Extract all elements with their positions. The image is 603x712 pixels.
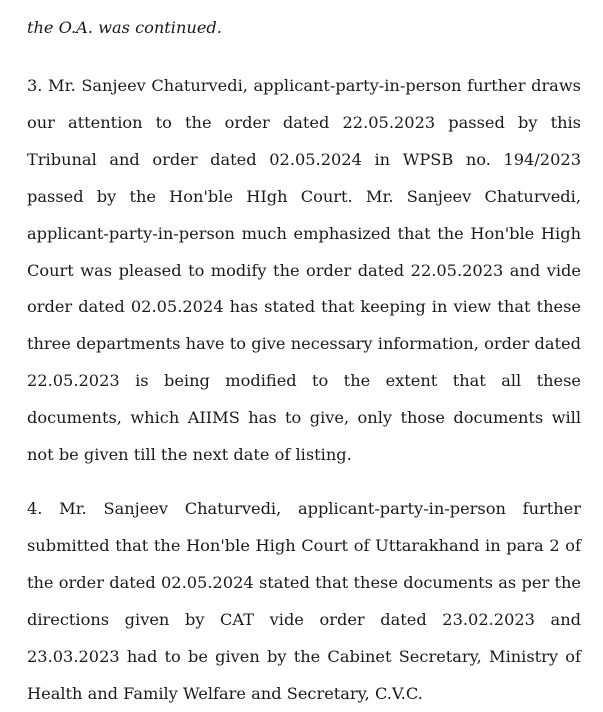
paragraph-4: 4. Mr. Sanjeev Chaturvedi, applicant-party-in-person further submitted that the Hon'ble High Court of Uttarakhand in para 2 of the order dated 02.05.2024 stated that these documents as per the directions given by CAT vide order dated 23.02.2023 and 23.03.2023 had to be given by the Cabinet Secretary, Ministry of Health and Family Welfare and Secretary, C.V.C.	[27, 498, 581, 703]
continuation-line: the O.A. was continued.	[27, 18, 222, 37]
paragraph-3: 3. Mr. Sanjeev Chaturvedi, applicant-party-in-person further draws our attention to the order dated 22.05.2023 passed by this Tribunal and order dated 02.05.2024 in WPSB no. 194/2023 passed by the Hon'ble HIgh Court. Mr. Sanjeev Chaturvedi, applicant-party-in-person much emphasized that the Hon'ble High Court was pleased to modify the order dated 22.05.2023 and vide order dated 02.05.2024 has stated that keeping in view that these three departments have to give necessary information, order dated 22.05.2023 is being modified to the extent that all these documents, which AIIMS has to give, only those documents will not be given till the next date of listing.	[27, 76, 581, 465]
